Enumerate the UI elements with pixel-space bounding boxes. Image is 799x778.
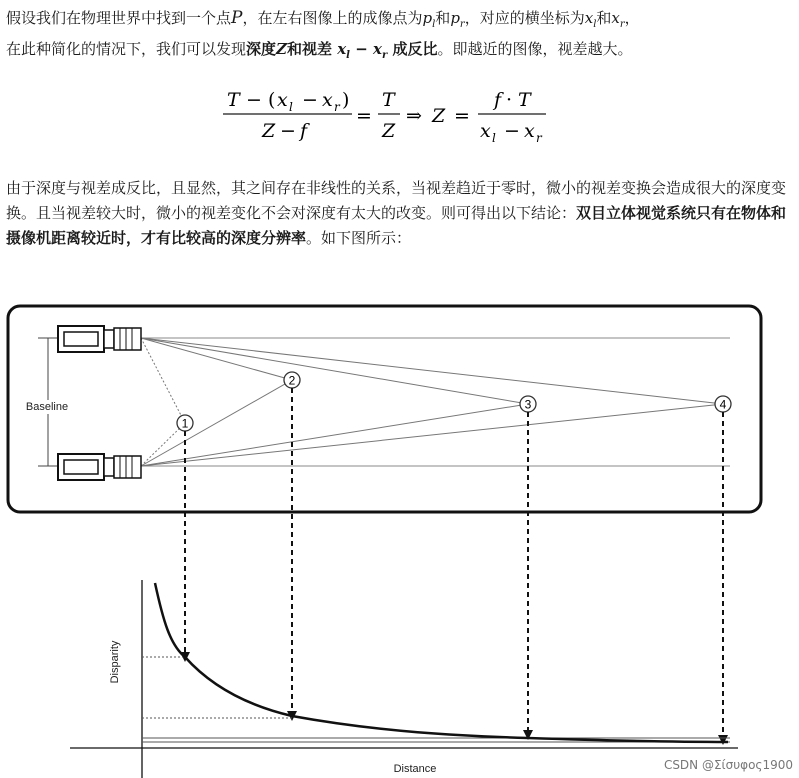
math-xl: x [584, 9, 594, 27]
eq-symbol: − [302, 89, 318, 111]
bold-text: − [349, 40, 373, 58]
eq-sub: r [334, 100, 340, 114]
eq-Z: Z [432, 105, 446, 127]
ray-group [141, 338, 723, 466]
eq-T: T [518, 89, 531, 111]
bold-text: 成反比 [387, 40, 438, 58]
paragraph-text: 由于深度与视差成反比，且显然，其之间存在非线性的关系，当视差趋近于零时，微小的视差变换会造成很大的深度变换。且当视差较大时，微小的视差变化不会对深度有太大的改变。则可得出以下结论： [6, 179, 787, 222]
eq-symbol: ⇒ [406, 105, 422, 127]
eq-symbol: ) [342, 89, 350, 111]
math-sub: l [593, 19, 597, 30]
math-sub: l [432, 19, 436, 30]
point-1-label: 1 [181, 416, 189, 431]
intro-text: 假设我们在物理世界中找到一个点 [6, 9, 232, 27]
math-xl: x [337, 40, 347, 58]
eq-T: T [227, 89, 240, 111]
eq-T: T [382, 89, 395, 111]
eq-sub: r [536, 131, 542, 144]
baseline-label: Baseline [25, 401, 69, 413]
ray-2-bottom [141, 380, 292, 466]
math-sub: l [346, 50, 350, 61]
distance-axis-label: Distance [393, 763, 437, 775]
intro-text: ， [624, 9, 640, 27]
math-sub: r [381, 50, 388, 61]
math-sub: r [459, 19, 465, 30]
ray-3-top [141, 338, 528, 404]
ray-3-bottom [141, 404, 528, 466]
ray-1-top [141, 338, 185, 423]
math-sub: r [619, 19, 625, 30]
bold-text: 深度 [246, 40, 277, 58]
eq-f: f [494, 89, 502, 111]
paragraph-text: 。如下图所示： [306, 229, 412, 247]
eq-symbol: − [280, 120, 296, 142]
eq-xr: x [524, 120, 535, 142]
projection-arrows [185, 388, 723, 740]
eq-xr: x [322, 89, 333, 111]
intro-text: ，对应的横坐标为 [464, 9, 585, 27]
eq-xl: x [277, 89, 288, 111]
ray-4-bottom [141, 404, 723, 466]
depth-equation [0, 84, 799, 144]
camera-top-icon [58, 326, 141, 352]
stereo-disparity-figure [0, 300, 799, 778]
math-P: P [231, 8, 243, 28]
point-3-label: 3 [524, 397, 532, 412]
ray-4-top [141, 338, 723, 404]
intro-text: 和 [435, 9, 451, 27]
disparity-curve [155, 583, 728, 742]
camera-bottom-icon [58, 454, 141, 480]
intro-text: 和 [596, 9, 612, 27]
point-4-label: 4 [719, 397, 727, 412]
eq-symbol: = [356, 105, 372, 127]
point-2-label: 2 [288, 373, 296, 388]
eq-symbol: − ( [246, 89, 276, 111]
point-markers [177, 372, 731, 431]
intro-paragraph [6, 6, 791, 68]
math-Z: Z [276, 40, 287, 58]
intro-text: 。即越近的图像，视差越大。 [437, 40, 633, 58]
eq-symbol: = [454, 105, 470, 127]
ray-2-top [141, 338, 292, 380]
bold-text: 和视差 [286, 40, 338, 58]
csdn-watermark: CSDN @Σίσυφος1900 [663, 758, 793, 772]
disparity-axis-label: Disparity [109, 640, 121, 684]
bold-conclusion: 双目立体视觉系统只有在物体和摄像机距离较近时，才有比较高的深度分辨率 [6, 204, 787, 247]
eq-symbol: − [504, 120, 520, 142]
intro-text: 在此种简化的情况下，我们可以发现 [6, 40, 247, 58]
eq-symbol: · [506, 89, 513, 111]
math-xr: x [611, 9, 620, 27]
math-xr: x [373, 40, 382, 58]
eq-sub: l [289, 100, 293, 114]
eq-xl: x [480, 120, 491, 142]
conclusion-paragraph [6, 176, 791, 251]
eq-Z: Z [382, 120, 396, 142]
math-pr: p [450, 9, 460, 27]
eq-Z: Z [262, 120, 276, 142]
eq-sub: l [492, 131, 496, 144]
intro-text: ，在左右图像上的成像点为 [242, 9, 423, 27]
math-pl: p [422, 9, 433, 27]
eq-f: f [300, 120, 308, 142]
